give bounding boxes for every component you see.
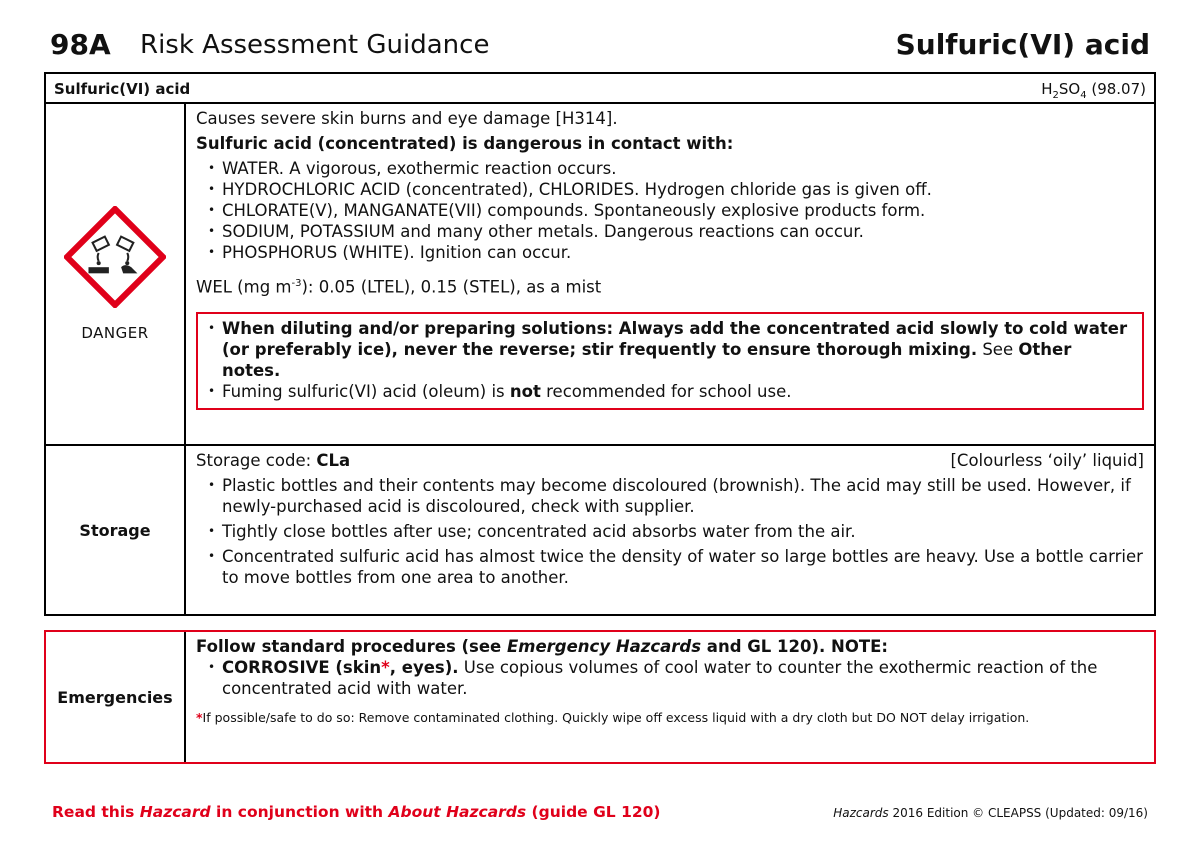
hazcard-code: 98A bbox=[50, 28, 111, 61]
list-item: • CORROSIVE (skin*, eyes). Use copious volumes of cool water to counter the exothermic reaction of the concentrated acid with water. bbox=[210, 657, 1144, 699]
hazard-statement: Causes severe skin burns and eye damage [H314]. bbox=[196, 109, 618, 128]
list-item: • Concentrated sulfuric acid has almost twice the density of water so large bottles are heavy. Use a bottle carrier to move bottles from one area to another. bbox=[210, 546, 1144, 588]
storage-label: Storage bbox=[46, 446, 186, 614]
danger-row bbox=[46, 104, 1154, 446]
appearance: [Colourless ‘oily’ liquid] bbox=[950, 451, 1144, 470]
wel-line: WEL (mg $m^{-3}$): 0.05 (LTEL), 0.15 (STEL), as a mist bbox=[196, 277, 602, 297]
storage-content bbox=[186, 446, 1154, 594]
emergencies-content bbox=[186, 632, 1154, 734]
list-item: • CHLORATE(V), MANGANATE(VII) compounds. Spontaneously explosive products form. bbox=[210, 200, 1144, 221]
storage-list bbox=[196, 475, 1144, 588]
footnote: *If possible/safe to do so: Remove contaminated clothing. Quickly wipe off excess liquid with a dry cloth but DO NOT delay irrigation. bbox=[196, 710, 1030, 725]
contact-list bbox=[196, 158, 1144, 263]
danger-content bbox=[186, 104, 1154, 416]
oleum-note: • Fuming sulfuric(VI) acid (oleum) is not recommended for school use. bbox=[210, 381, 1132, 402]
dilution-warning-box bbox=[196, 312, 1144, 410]
emergencies-row bbox=[44, 630, 1156, 764]
emergency-intro: Follow standard procedures (see Emergency Hazcards and GL 120). NOTE: bbox=[196, 637, 889, 656]
footer-copyright: Hazcards 2016 Edition © CLEAPSS (Updated: 09/16) bbox=[833, 806, 1148, 820]
list-item: • PHOSPHORUS (WHITE). Ignition can occur. bbox=[210, 242, 1144, 263]
formula: $H_2SO_4$ (98.07) bbox=[1041, 80, 1146, 101]
list-item: • WATER. A vigorous, exothermic reaction occurs. bbox=[210, 158, 1144, 179]
footer-reference: Read this Hazcard in conjunction with About Hazcards (guide GL 120) bbox=[52, 803, 661, 821]
chemical-name: Sulfuric(VI) acid bbox=[895, 28, 1150, 61]
hazard-table bbox=[44, 72, 1156, 616]
title-row bbox=[46, 74, 1154, 104]
contact-heading: Sulfuric acid (concentrated) is dangerous in contact with: bbox=[196, 134, 734, 153]
emergency-list bbox=[196, 657, 1144, 699]
storage-row bbox=[46, 446, 1154, 614]
page-header bbox=[44, 28, 1156, 68]
list-item: • HYDROCHLORIC ACID (concentrated), CHLORIDES. Hydrogen chloride gas is given off. bbox=[210, 179, 1144, 200]
emergencies-label: Emergencies bbox=[46, 632, 186, 762]
signal-word: DANGER bbox=[81, 324, 149, 342]
page-title: Risk Assessment Guidance bbox=[140, 30, 490, 60]
corrosive-pictogram-icon bbox=[64, 206, 166, 308]
list-item: • Plastic bottles and their contents may become discoloured (brownish). The acid may still be used. However, if newly-purchased acid is discoloured, check with supplier. bbox=[210, 475, 1144, 517]
substance-name: Sulfuric(VI) acid bbox=[54, 80, 191, 98]
storage-code-line: Storage code: CLa [Colourless ‘oily’ liquid] bbox=[196, 451, 1144, 470]
list-item: • SODIUM, POTASSIUM and many other metals. Dangerous reactions can occur. bbox=[210, 221, 1144, 242]
danger-label-cell bbox=[46, 104, 186, 444]
dilution-warning: • When diluting and/or preparing solutions: Always add the concentrated acid slowly to cold water (or preferably ice), never the reverse; stir frequently to ensure thorough mixing. See Other notes. bbox=[210, 318, 1132, 381]
list-item: • Tightly close bottles after use; concentrated acid absorbs water from the air. bbox=[210, 521, 1144, 542]
storage-code: CLa bbox=[316, 451, 351, 470]
